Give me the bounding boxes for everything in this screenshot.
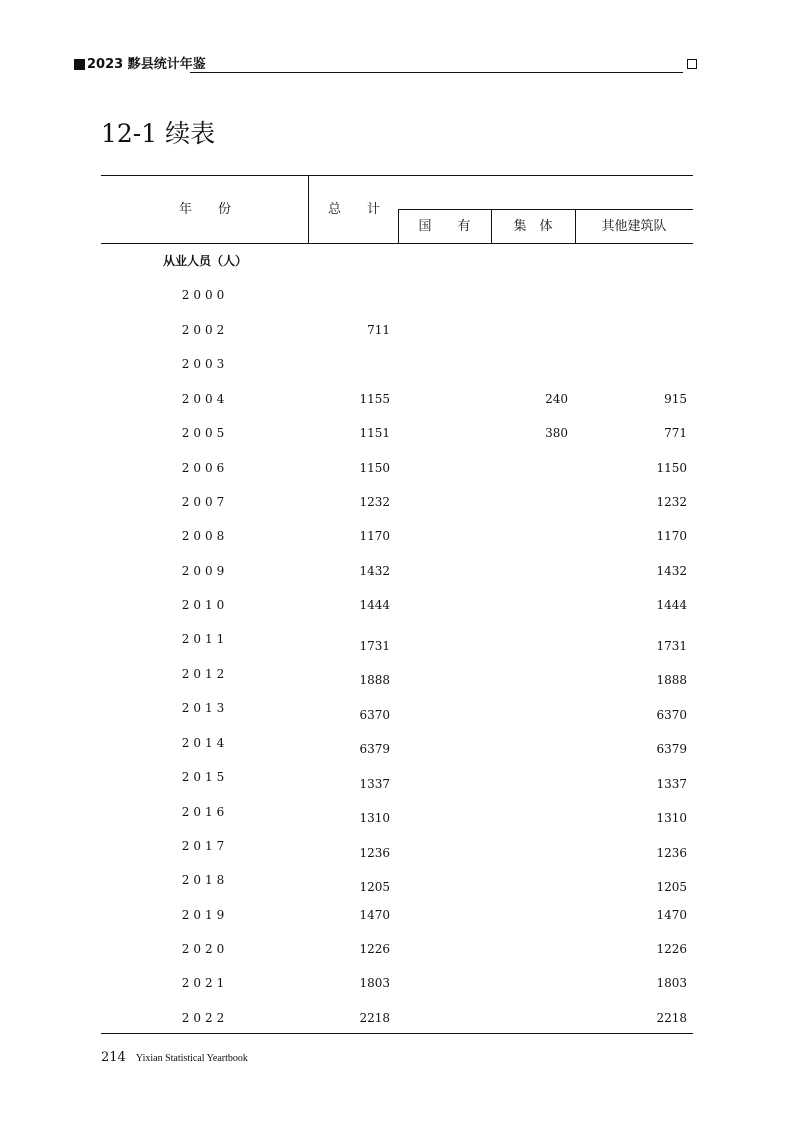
- year-cell: 2011: [181, 632, 229, 646]
- header-title: 2023 黟县统计年鉴: [87, 57, 206, 72]
- year-cell: 2020: [181, 942, 229, 956]
- total-cell: 1310: [359, 811, 390, 825]
- other-cell: 1150: [656, 461, 687, 475]
- year-cell: 2018: [181, 873, 229, 887]
- header-square-marker: [74, 59, 85, 70]
- year-cell: 2016: [181, 805, 229, 819]
- divider-year-total: [308, 175, 309, 243]
- column-header-year: 年 份: [178, 202, 231, 217]
- year-cell: 2008: [181, 529, 229, 543]
- year-cell: 2005: [181, 426, 229, 440]
- year-cell: 2017: [181, 839, 229, 853]
- other-cell: 6379: [656, 742, 687, 756]
- header-rule: [190, 72, 683, 73]
- page-number: 214: [101, 1050, 126, 1065]
- year-cell: 2007: [181, 495, 229, 509]
- header-box-marker: [687, 59, 697, 69]
- year-cell: 2012: [181, 667, 229, 681]
- other-cell: 1232: [656, 495, 687, 509]
- total-cell: 1337: [359, 777, 390, 791]
- other-cell: 1236: [656, 846, 687, 860]
- total-cell: 1731: [359, 639, 390, 653]
- year-cell: 2009: [181, 564, 229, 578]
- total-cell: 1444: [359, 598, 390, 612]
- other-cell: 1731: [656, 639, 687, 653]
- other-cell: 1432: [656, 564, 687, 578]
- column-header-collective: 集 体: [513, 219, 553, 234]
- running-header: [74, 56, 697, 74]
- year-cell: 2022: [181, 1011, 229, 1025]
- total-cell: 1232: [359, 495, 390, 509]
- column-header-state: 国 有: [418, 219, 471, 234]
- other-cell: 771: [664, 426, 687, 440]
- collective-cell: 380: [545, 426, 568, 440]
- total-cell: 1470: [359, 908, 390, 922]
- table-bottom-rule: [101, 1033, 693, 1034]
- collective-cell: 240: [545, 392, 568, 406]
- total-cell: 1155: [359, 392, 390, 406]
- year-cell: 2004: [181, 392, 229, 406]
- total-cell: 1888: [359, 673, 390, 687]
- other-cell: 1470: [656, 908, 687, 922]
- year-cell: 2013: [181, 701, 229, 715]
- year-cell: 2003: [181, 357, 229, 371]
- year-cell: 2006: [181, 461, 229, 475]
- column-header-total: 总 计: [327, 202, 380, 217]
- other-cell: 1337: [656, 777, 687, 791]
- other-cell: 1205: [656, 880, 687, 894]
- year-cell: 2010: [181, 598, 229, 612]
- page-footer: [101, 1046, 248, 1065]
- total-cell: 711: [367, 323, 390, 337]
- year-cell: 2000: [181, 288, 229, 302]
- total-cell: 6370: [359, 708, 390, 722]
- total-cell: 6379: [359, 742, 390, 756]
- other-cell: 1444: [656, 598, 687, 612]
- other-cell: 2218: [656, 1011, 687, 1025]
- total-cell: 1205: [359, 880, 390, 894]
- section-label: 从业人员（人）: [163, 254, 248, 268]
- other-cell: 1803: [656, 976, 687, 990]
- year-cell: 2021: [181, 976, 229, 990]
- footer-text: Yixian Statistical Yeartbook: [135, 1053, 248, 1064]
- header-bottom-rule: [101, 243, 693, 244]
- other-cell: 1888: [656, 673, 687, 687]
- year-cell: 2014: [181, 736, 229, 750]
- year-cell: 2002: [181, 323, 229, 337]
- total-cell: 1170: [359, 529, 390, 543]
- subheader-rule: [398, 209, 693, 210]
- table-title: 12-1 续表: [101, 119, 216, 148]
- other-cell: 1226: [656, 942, 687, 956]
- total-cell: 1150: [359, 461, 390, 475]
- total-cell: 1151: [359, 426, 390, 440]
- total-cell: 2218: [359, 1011, 390, 1025]
- total-cell: 1803: [359, 976, 390, 990]
- column-header-other: 其他建筑队: [601, 219, 667, 234]
- other-cell: 915: [664, 392, 687, 406]
- total-cell: 1226: [359, 942, 390, 956]
- total-cell: 1236: [359, 846, 390, 860]
- year-cell: 2015: [181, 770, 229, 784]
- other-cell: 6370: [656, 708, 687, 722]
- other-cell: 1170: [656, 529, 687, 543]
- total-cell: 1432: [359, 564, 390, 578]
- other-cell: 1310: [656, 811, 687, 825]
- table-top-rule: [101, 175, 693, 176]
- year-cell: 2019: [181, 908, 229, 922]
